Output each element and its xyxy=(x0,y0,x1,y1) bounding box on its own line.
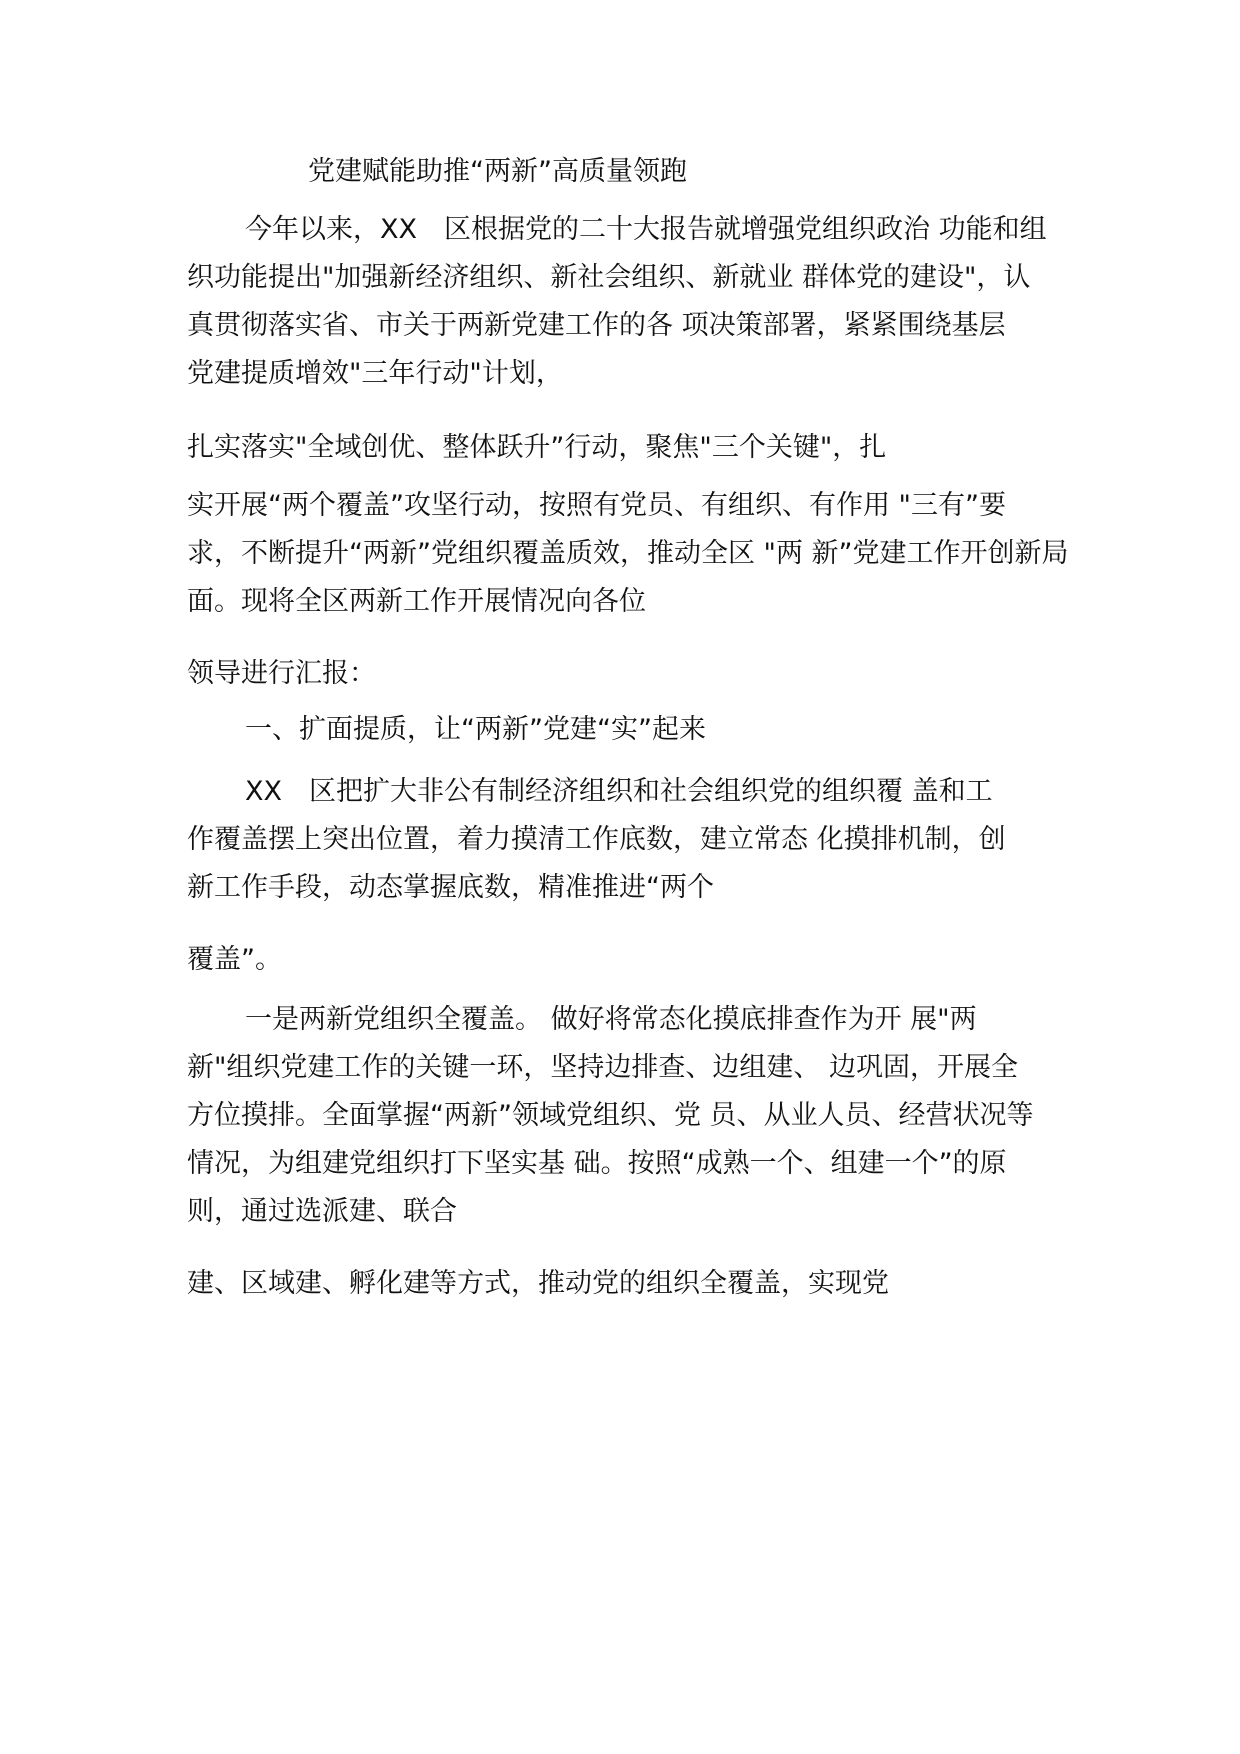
paragraph-line: 情况，为组建党组织打下坚实基 础。按照“成熟一个、组建一个”的原 xyxy=(187,1148,1007,1179)
paragraph-line: 今年以来，XX 区根据党的二十大报告就增强党组织政治 功能和组 xyxy=(245,214,1047,245)
paragraph-line: 扎实落实"全域创优、整体跃升”行动，聚焦"三个关键"，扎 xyxy=(187,432,887,463)
paragraph-line: 实开展“两个覆盖”攻坚行动，按照有党员、有组织、有作用 "三有”要 xyxy=(187,490,1006,521)
paragraph-line: 织功能提出"加强新经济组织、新社会组织、新就业 群体党的建设"，认 xyxy=(187,262,1031,293)
paragraph-line: XX 区把扩大非公有制经济组织和社会组织党的组织覆 盖和工 xyxy=(245,776,993,807)
paragraph-line: 求，不断提升“两新”党组织覆盖质效，推动全区 "两 新”党建工作开创新局 xyxy=(187,538,1069,569)
paragraph-line: 建、区域建、孵化建等方式，推动党的组织全覆盖，实现党 xyxy=(187,1268,889,1299)
paragraph-line: 一是两新党组织全覆盖。 做好将常态化摸底排查作为开 展"两 xyxy=(245,1004,977,1035)
paragraph-line: 新工作手段，动态掌握底数，精准推进“两个 xyxy=(187,872,714,903)
section-heading: 一、扩面提质，让“两新”党建“实”起来 xyxy=(245,714,706,745)
paragraph-line: 真贯彻落实省、市关于两新党建工作的各 项决策部署，紧紧围绕基层 xyxy=(187,310,1006,341)
paragraph-line: 覆盖”。 xyxy=(187,944,282,975)
document-title: 党建赋能助推“两新”高质量领跑 xyxy=(308,156,687,187)
paragraph-line: 作覆盖摆上突出位置，着力摸清工作底数，建立常态 化摸排机制，创 xyxy=(187,824,1006,855)
paragraph-line: 面。现将全区两新工作开展情况向各位 xyxy=(187,586,646,617)
paragraph-line: 领导进行汇报： xyxy=(187,658,376,689)
paragraph-line: 党建提质增效"三年行动"计划， xyxy=(187,358,563,389)
paragraph-line: 新"组织党建工作的关键一环，坚持边排查、边组建、 边巩固，开展全 xyxy=(187,1052,1019,1083)
paragraph-line: 则，通过选派建、联合 xyxy=(187,1196,457,1227)
paragraph-line: 方位摸排。全面掌握“两新”领域党组织、党 员、从业人员、经营状况等 xyxy=(187,1100,1034,1131)
